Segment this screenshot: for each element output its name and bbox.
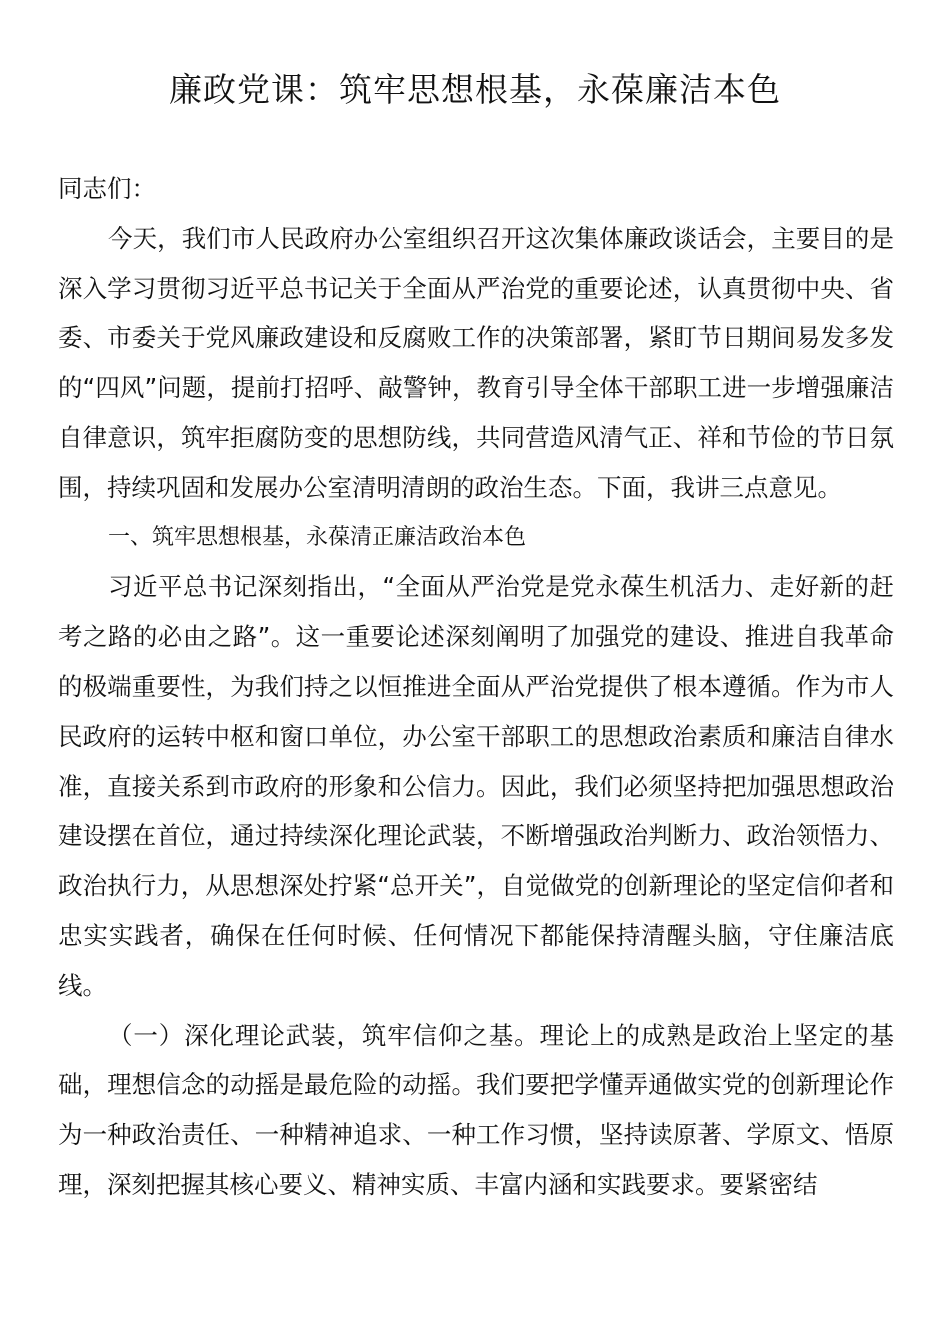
- intro-paragraph: 今天，我们市人民政府办公室组织召开这次集体廉政谈话会，主要目的是深入学习贯彻习近平总书记关于全面从严治党的重要论述，认真贯彻中央、省委、市委关于党风廉政建设和反腐败工作的决策部署，紧盯节日期间易发多发的“四风”问题，提前打招呼、敲警钟，教育引导全体干部职工进一步增强廉洁自律意识，筑牢拒腐防变的思想防线，共同营造风清气正、祥和节俭的节日氛围，持续巩固和发展办公室清明清朗的政治生态。下面，我讲三点意见。: [58, 223, 894, 502]
- subsection-1-paragraph: （一）深化理论武装，筑牢信仰之基。理论上的成熟是政治上坚定的基础，理想信念的动摇是最危险的动摇。我们要把学懂弄通做实党的创新理论作为一种政治责任、一种精神追求、一种工作习惯，坚持读原著、学原文、悟原理，深刻把握其核心要义、精神实质、丰富内涵和实践要求。要紧密结: [58, 1020, 894, 1199]
- document-title: 廉政党课：筑牢思想根基，永葆廉洁本色: [169, 70, 781, 109]
- section-1-paragraph: 习近平总书记深刻指出，“全面从严治党是党永葆生机活力、走好新的赶考之路的必由之路”。这一重要论述深刻阐明了加强党的建设、推进自我革命的极端重要性，为我们持之以恒推进全面从严治党提供了根本遵循。作为市人民政府的运转中枢和窗口单位，办公室干部职工的思想政治素质和廉洁自律水准，直接关系到市政府的形象和公信力。因此，我们必须坚持把加强思想政治建设摆在首位，通过持续深化理论武装，不断增强政治判断力、政治领悟力、政治执行力，从思想深处拧紧“总开关”，自觉做党的创新理论的坚定信仰者和忠实实践者，确保在任何时候、任何情况下都能保持清醒头脑，守住廉洁底线。: [58, 572, 894, 1000]
- greeting-line: 同志们：: [58, 174, 156, 203]
- section-heading-1: 一、筑牢思想根基，永葆清正廉洁政治本色: [108, 524, 527, 550]
- document-body: [58, 164, 894, 1210]
